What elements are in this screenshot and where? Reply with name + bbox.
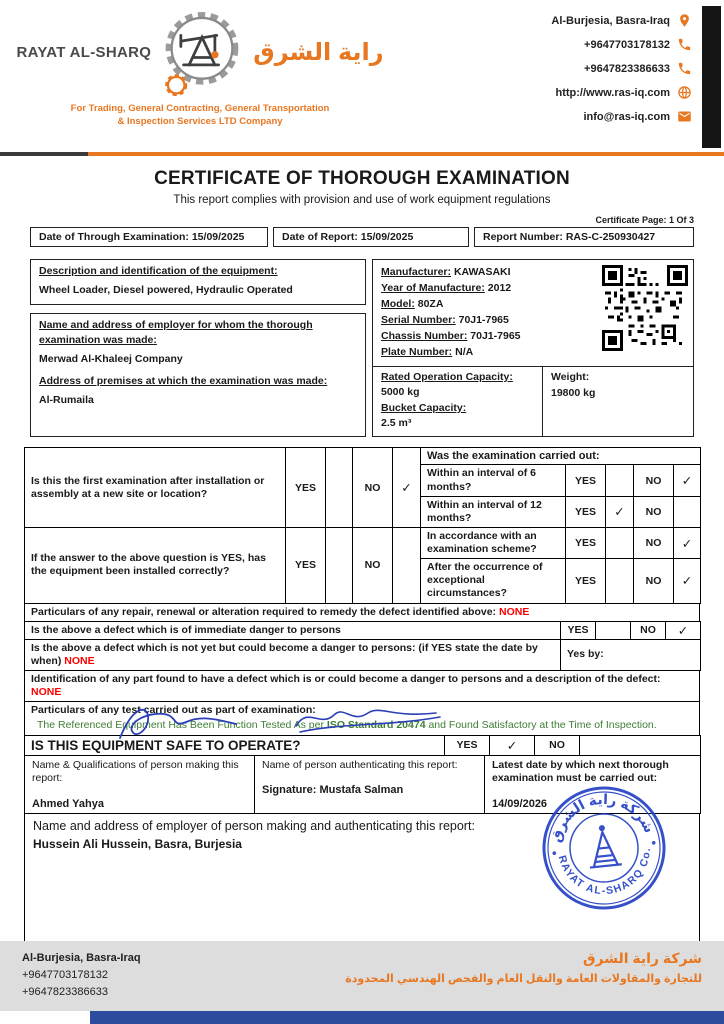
page-title: CERTIFICATE OF THOROUGH EXAMINATION <box>154 168 570 189</box>
yes-label: YES <box>566 527 606 558</box>
test-result-post: and Found Satisfactory at the Time of Inspection. <box>425 719 657 732</box>
contact-email[interactable] <box>583 109 692 124</box>
plate-label: Plate Number: <box>381 346 453 358</box>
weight-value: 19800 kg <box>551 386 596 399</box>
yes-check-cell: ✓ <box>606 496 634 527</box>
no-label: NO <box>634 465 674 496</box>
yes-check-cell <box>326 448 353 528</box>
immediate-danger-question: Is the above a defect which is of immediate danger to persons <box>25 621 561 639</box>
stamp-arabic-text: شركة راية الشرق <box>547 790 658 844</box>
report-number-value: RAS-C-250930427 <box>565 231 656 243</box>
identification-label: Identification of any part found to have a defect which is or could become a danger to persons and a description of the defect: <box>31 673 661 686</box>
equipment-specs-box <box>372 259 694 437</box>
capacity-value: 5000 kg <box>381 386 420 399</box>
footer-phone1: +9647703178132 <box>22 969 108 982</box>
no-label: NO <box>634 496 674 527</box>
danger-table <box>24 621 701 671</box>
weight-label: Weight: <box>551 371 590 383</box>
phone1-text: +9647703178132 <box>584 38 670 51</box>
serial-label: Serial Number: <box>381 314 456 326</box>
no-label: NO <box>353 527 393 603</box>
yes-check-cell <box>606 559 634 603</box>
test-result-standard: ISO Standard 20474 <box>326 719 426 732</box>
repair-particulars-cell <box>25 603 700 621</box>
auth-signature-cell <box>255 755 485 813</box>
bucket-label: Bucket Capacity: <box>381 401 467 414</box>
footer-company-ar-sub: للتجارة والمقاولات العامة والنقل العام والفحص الهندسي المحدودة <box>345 973 702 985</box>
email-text[interactable]: info@ras-iq.com <box>583 110 670 123</box>
footer-phone2: +9647823386633 <box>22 986 108 999</box>
equipment-description-box <box>30 259 366 305</box>
yes-label: YES <box>566 496 606 527</box>
phone-icon <box>677 61 692 76</box>
qr-code <box>602 265 688 351</box>
report-date-label: Date of Report: <box>282 231 358 243</box>
repair-particulars-value: NONE <box>498 605 530 618</box>
maker-name: Ahmed Yahya <box>32 797 104 810</box>
footer-company <box>345 950 702 1005</box>
globe-icon <box>677 85 692 100</box>
future-danger-question <box>25 639 561 670</box>
company-logo <box>16 4 384 129</box>
yes-label: YES <box>561 621 596 639</box>
question-interval-12: Within an interval of 12 months? <box>421 496 566 527</box>
header-black-bar <box>702 6 721 148</box>
exam-date-cell <box>30 227 268 247</box>
equipment-section <box>30 259 694 437</box>
yes-label: YES <box>286 448 326 528</box>
yes-label: YES <box>445 735 490 755</box>
report-number-label: Report Number: <box>483 231 563 243</box>
serial-value: 70J1-7965 <box>458 314 509 326</box>
employer-label: Name and address of employer for whom the thorough examination was made: <box>39 318 313 347</box>
employer-premises-box <box>30 313 366 438</box>
future-danger-label: Is the above a defect which is not yet but could become a danger to persons: (if YES state the date by when) <box>31 641 538 667</box>
company-logo-row <box>16 4 384 100</box>
no-check-cell: ✓ <box>674 559 701 603</box>
footer-address: Al-Burjesia, Basra-Iraq <box>22 952 141 964</box>
yes-check-cell: ✓ <box>490 735 535 755</box>
stamp-derrick-icon <box>586 830 621 867</box>
email-icon <box>677 109 692 124</box>
no-check-cell <box>674 496 701 527</box>
next-exam-label: Latest date by which next thorough examination must be carried out: <box>492 758 669 785</box>
yes-label: YES <box>566 559 606 603</box>
maker-label: Name & Qualifications of person making this report: <box>32 758 239 785</box>
chassis-label: Chassis Number: <box>381 330 468 342</box>
auth-signature-label: Signature: <box>262 784 317 797</box>
carried-out-header: Was the examination carried out: <box>421 448 701 465</box>
safe-to-operate-question: IS THIS EQUIPMENT SAFE TO OPERATE? <box>25 735 445 755</box>
manufacturer-label: Manufacturer: <box>381 266 452 278</box>
contact-block <box>551 13 692 124</box>
equipment-description-value: Wheel Loader, Diesel powered, Hydraulic Operated <box>39 284 293 297</box>
question-exceptional-circumstances: After the occurrence of exceptional circumstances? <box>421 559 566 603</box>
chassis-value: 70J1-7965 <box>470 330 521 342</box>
contact-address <box>551 13 692 28</box>
footer-contact <box>22 950 141 1005</box>
phone-icon <box>677 37 692 52</box>
report-employer-label: Name and address of employer of person making and authenticating this report: <box>33 818 475 833</box>
header <box>0 0 724 152</box>
equipment-description-label: Description and identification of the equipment: <box>39 265 278 277</box>
examination-table <box>24 447 701 603</box>
maker-signature-cell <box>25 755 255 813</box>
no-label: NO <box>634 559 674 603</box>
report-employer-value: Hussein Ali Hussein, Basra, Burjesia <box>33 836 242 851</box>
no-label: NO <box>634 527 674 558</box>
report-date-cell <box>273 227 469 247</box>
location-pin-icon <box>677 13 692 28</box>
report-meta <box>30 227 694 247</box>
bucket-value: 2.5 m³ <box>381 416 412 429</box>
manufacturer-value: KAWASAKI <box>453 266 511 278</box>
contact-phone1 <box>584 37 692 52</box>
no-check-cell: ✓ <box>666 621 701 639</box>
tagline-line1: For Trading, General Contracting, General Transportation <box>70 103 330 114</box>
header-divider <box>0 152 724 156</box>
company-stamp <box>534 778 675 919</box>
weight-cell <box>543 367 693 436</box>
model-label: Model: <box>381 298 415 310</box>
page-subtitle: This report complies with provision and use of work equipment regulations <box>173 194 551 206</box>
company-tagline <box>32 102 368 129</box>
no-check-cell: ✓ <box>674 465 701 496</box>
no-check-cell: ✓ <box>674 527 701 558</box>
future-danger-value: NONE <box>64 654 95 667</box>
no-check-cell: ✓ <box>393 448 421 528</box>
yes-check-cell <box>606 465 634 496</box>
no-label: NO <box>353 448 393 528</box>
auth-name-line <box>262 784 477 796</box>
report-date-value: 15/09/2025 <box>360 231 414 243</box>
repair-particulars-label: Particulars of any repair, renewal or alteration required to remedy the defect identified above: <box>31 605 497 618</box>
report-number-cell <box>474 227 694 247</box>
yes-label: YES <box>566 465 606 496</box>
maker-signature-ink <box>112 698 250 750</box>
phone2-text: +9647823386633 <box>584 62 670 75</box>
year-label: Year of Manufacture: <box>381 282 485 294</box>
next-exam-date: 14/09/2026 <box>492 797 548 810</box>
company-name-en: RAYAT AL-SHARQ <box>16 43 152 61</box>
title-block <box>0 168 724 206</box>
exam-date-value: 15/09/2025 <box>191 231 245 243</box>
certificate-page-label: Certificate Page: 1 Of 3 <box>595 215 694 225</box>
no-check-cell <box>393 527 421 603</box>
tagline-line2: & Inspection Services LTD Company <box>117 116 283 128</box>
contact-website[interactable] <box>556 85 693 100</box>
address-text: Al-Burjesia, Basra-Iraq <box>551 14 670 27</box>
yes-check-cell <box>606 527 634 558</box>
capacity-row <box>373 366 693 436</box>
identification-value: NONE <box>31 686 62 699</box>
repair-particulars-table <box>24 603 700 622</box>
auth-signature-ink <box>290 700 450 740</box>
yes-check-cell <box>326 527 353 603</box>
no-label: NO <box>631 621 666 639</box>
premises-label: Address of premises at which the examination was made: <box>39 374 328 387</box>
question-first-exam: Is this the first examination after installation or assembly at a new site or location? <box>25 448 286 528</box>
yes-label: YES <box>286 527 326 603</box>
premises-value: Al-Rumaila <box>39 394 94 407</box>
yes-by-cell: Yes by: <box>561 639 701 670</box>
test-result-pre: The Referenced Equipment Has Been Function Tested As per <box>37 719 327 732</box>
gears-pumpjack-icon <box>156 4 248 100</box>
test-particulars-label: Particulars of any test carried out as part of examination: <box>31 704 316 717</box>
employer-value: Merwad Al-Khaleej Company <box>39 353 183 366</box>
question-exam-scheme: In accordance with an examination scheme? <box>421 527 566 558</box>
no-check-cell <box>580 735 701 755</box>
bottom-blue-bar <box>90 1011 724 1024</box>
question-interval-6: Within an interval of 6 months? <box>421 465 566 496</box>
website-text[interactable]: http://www.ras-iq.com <box>555 86 670 99</box>
stamp-english-text: RAYAT AL-SHARQ Co. <box>555 846 654 898</box>
model-value: 80ZA <box>417 298 444 310</box>
contact-phone2 <box>584 61 692 76</box>
yes-check-cell <box>596 621 631 639</box>
auth-label: Name of person authenticating this report: <box>262 758 458 771</box>
exam-date-label: Date of Through Examination: <box>39 231 189 243</box>
no-label: NO <box>535 735 580 755</box>
equipment-left-column <box>30 259 366 437</box>
plate-value: N/A <box>455 346 474 358</box>
capacity-cell <box>373 367 543 436</box>
footer <box>0 941 724 1011</box>
footer-company-ar: شركة راية الشرق <box>582 950 702 966</box>
year-value: 2012 <box>487 282 512 294</box>
capacity-label: Rated Operation Capacity: <box>381 371 513 383</box>
question-installed-correctly: If the answer to the above question is YES, has the equipment been installed correctly? <box>25 527 286 603</box>
auth-name: Mustafa Salman <box>319 784 404 797</box>
company-name-ar: راية الشرق <box>253 38 384 66</box>
